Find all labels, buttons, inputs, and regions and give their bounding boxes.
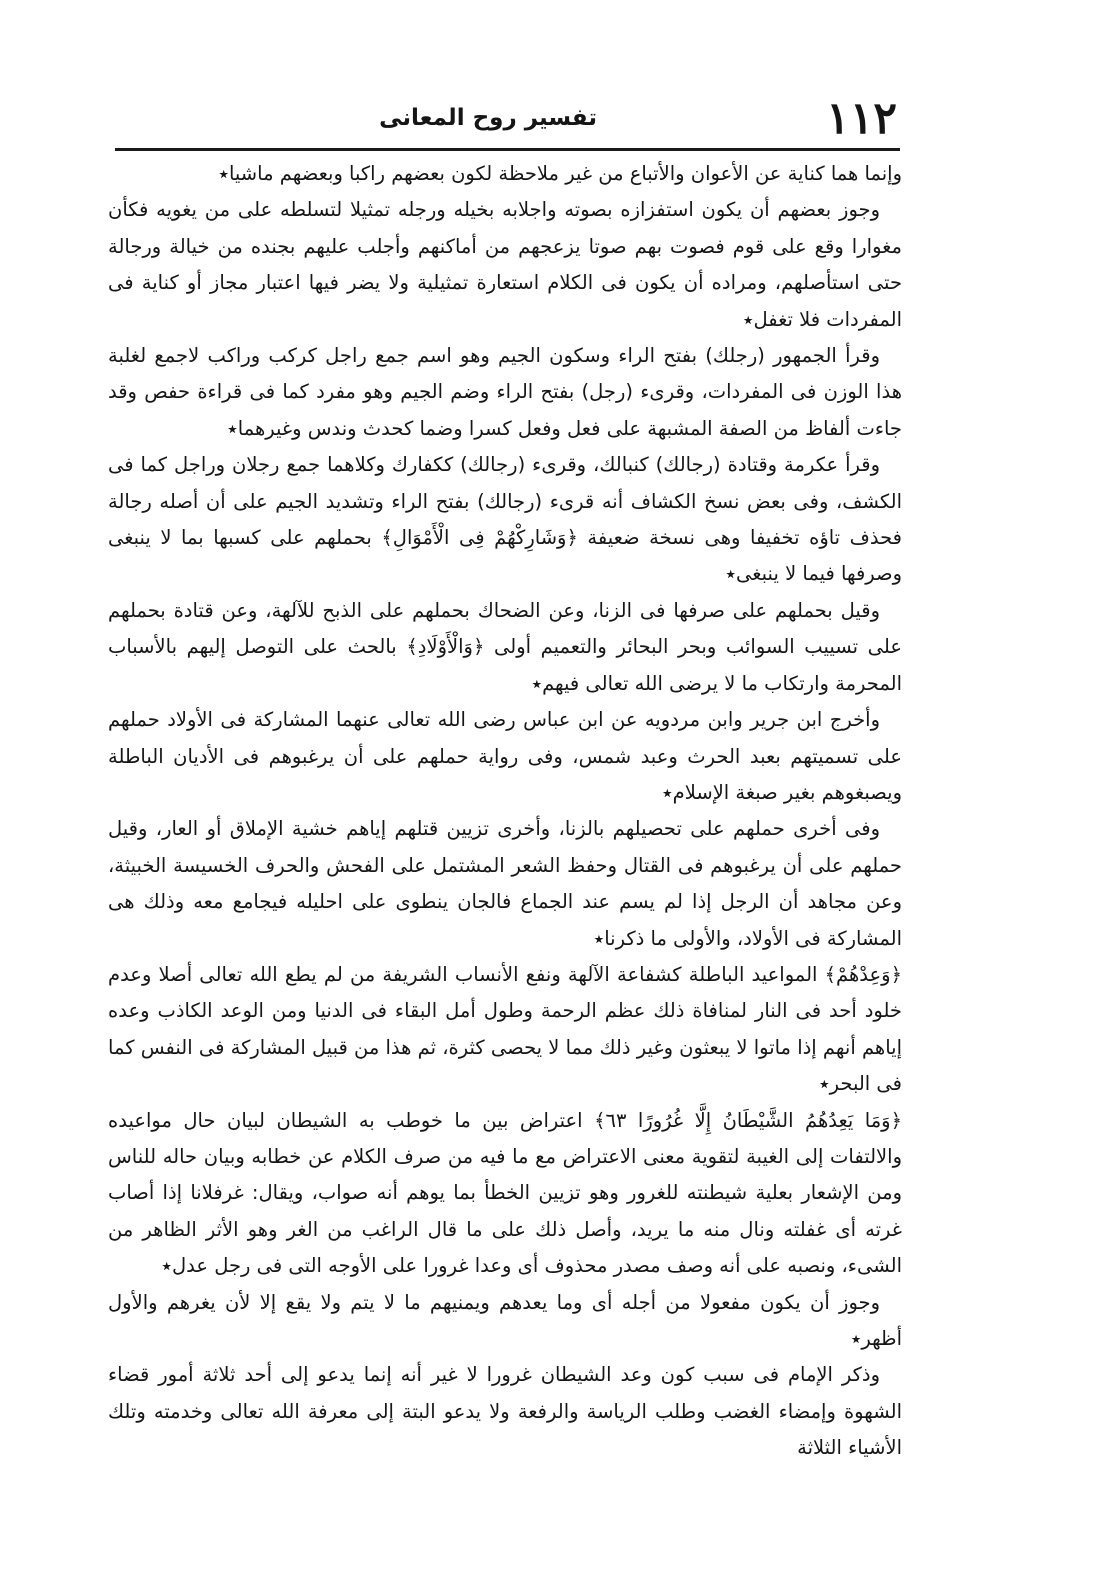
body-text bbox=[108, 156, 902, 1467]
header-rule bbox=[115, 148, 900, 151]
paragraph: وأخرج ابن جرير وابن مردويه عن ابن عباس رضى الله تعالى عنهما المشاركة فى الأولاد حملهم على تسميتهم بعبد الحرث وعبد شمس، وفى رواية حملهم على أن يرغبوهم فى الأديان الباطلة ويصبغوهم بغير صبغة الإسلام٭ bbox=[108, 708, 902, 804]
paragraph: وقيل بحملهم على صرفها فى الزنا، وعن الضحاك بحملهم على الذبح للآلهة، وعن قتادة بحملهم على تسييب السوائب وبحر البحائر والتعميم أولى ﴿وَالْأَوْلَادِ﴾ بالحث على التوصل إليهم بالأسباب المحرمة وارتكاب ما لا يرضى الله تعالى فيهم٭ bbox=[108, 598, 902, 695]
running-title: تفسير روح المعانى bbox=[379, 105, 597, 131]
paragraph: وقرأ الجمهور (رجلك) بفتح الراء وسكون الجيم وهو اسم جمع راجل كركب وراكب لاجمع لغلبة هذا الوزن فى المفردات، وقرىء (رجل) بفتح الراء وضم الجيم وهو مفرد كما فى قراءة حفص وقد جاءت ألفاظ من الصفة المشبهة على فعل وفعل كسرا وضما كحدث وندس وغيرهما٭ bbox=[108, 344, 902, 440]
page-header bbox=[115, 94, 897, 144]
paragraph: وجوز أن يكون مفعولا من أجله أى وما يعدهم ويمنيهم ما لا يتم ولا يقع إلا لأن يغرهم والأول أظهر٭ bbox=[108, 1290, 902, 1350]
paragraph: وجوز بعضهم أن يكون استفزازه بصوته واجلابه بخيله ورجله تمثيلا لتسلطه على من يغويه فكأن مغوارا وقع على قوم فصوت بهم صوتا يزعجهم من أماكنهم وأجلب عليهم بجنده من خيالة ورجالة حتى استأصلهم، ومراده أن يكون فى الكلام استعارة تمثيلية ولا يضر فيها اعتبار مجاز أو كناية فى المفردات فلا تغفل٭ bbox=[108, 198, 902, 331]
paragraph: ﴿وَمَا يَعِدُهُمُ الشَّيْطَانُ إِلَّا غُرُورًا ٦٣﴾ اعتراض بين ما خوطب به الشيطان لبيان حال مواعيده والالتفات إلى الغيبة لتقوية معنى الاعتراض مع ما فيه من صرف الكلام عن خطابه وبيان حاله للناس ومن الإشعار بعلية شيطنته للغرور وهو تزيين الخطأ بما يوهم أنه صواب، ويقال: غرفلانا إذا أصاب غرته أى غفلته ونال منه ما يريد، وأصل ذلك على ما قال الراغب من الغر وهو الأثر الظاهر من الشىء، ونصبه على أنه وصف مصدر محذوف أى وعدا غرورا على الأوجه التى فى رجل عدل٭ bbox=[108, 1108, 902, 1278]
paragraph: وذكر الإمام فى سبب كون وعد الشيطان غرورا لا غير أنه إنما يدعو إلى أحد ثلاثة أمور قضاء الشهوة وإمضاء الغضب وطلب الرياسة والرفعة ولا يدعو البتة إلى معرفة الله تعالى وخدمته وتلك الأشياء الثلاثة bbox=[108, 1363, 902, 1460]
paragraph: وفى أخرى حملهم على تحصيلهم بالزنا، وأخرى تزيين قتلهم إياهم خشية الإملاق أو العار، وقيل حملهم على أن يرغبوهم فى القتال وحفظ الشعر المشتمل على الفحش والحرف الخسيسة الخبيثة، وعن مجاهد أن الرجل إذا لم يسم عند الجماع فالجان ينطوى على احليله فيجامع معه وذلك هى المشاركة فى الأولاد، والأولى ما ذكرنا٭ bbox=[108, 817, 902, 950]
paragraph: ﴿وَعِدْهُمْ﴾ المواعيد الباطلة كشفاعة الآلهة ونفع الأنساب الشريفة من لم يطع الله تعالى أصلا وعدم خلود أحد فى النار لمنافاة ذلك عظم الرحمة وطول أمل البقاء فى الدنيا ومن الوعد الكاذب وعده إياهم أنهم إذا ماتوا لا يبعثون وغير ذلك مما لا يحصى كثرة، ثم هذا من قبيل المشاركة فى النفس كما فى البحر٭ bbox=[108, 962, 902, 1096]
page-number: ١١٢ bbox=[826, 93, 897, 144]
paragraph: وإنما هما كناية عن الأعوان والأتباع من غير ملاحظة لكون بعضهم راكبا وبعضهم ماشيا٭ bbox=[218, 162, 902, 185]
paragraph: وقرأ عكرمة وقتادة (رجالك) كنبالك، وقرىء (رجالك) ككفارك وكلاهما جمع رجلان وراجل كما فى الكشف، وفى بعض نسخ الكشاف أنه قرىء (رجالك) بفتح الراء وتشديد الجيم على أن أصله رجالة فحذف تاؤه تخفيفا وهى نسخة ضعيفة ﴿وَشَارِكْهُمْ فِى الْأَمْوَالِ﴾ بحملهم على كسبها بما لا ينبغى وصرفها فيما لا ينبغى٭ bbox=[108, 453, 902, 586]
